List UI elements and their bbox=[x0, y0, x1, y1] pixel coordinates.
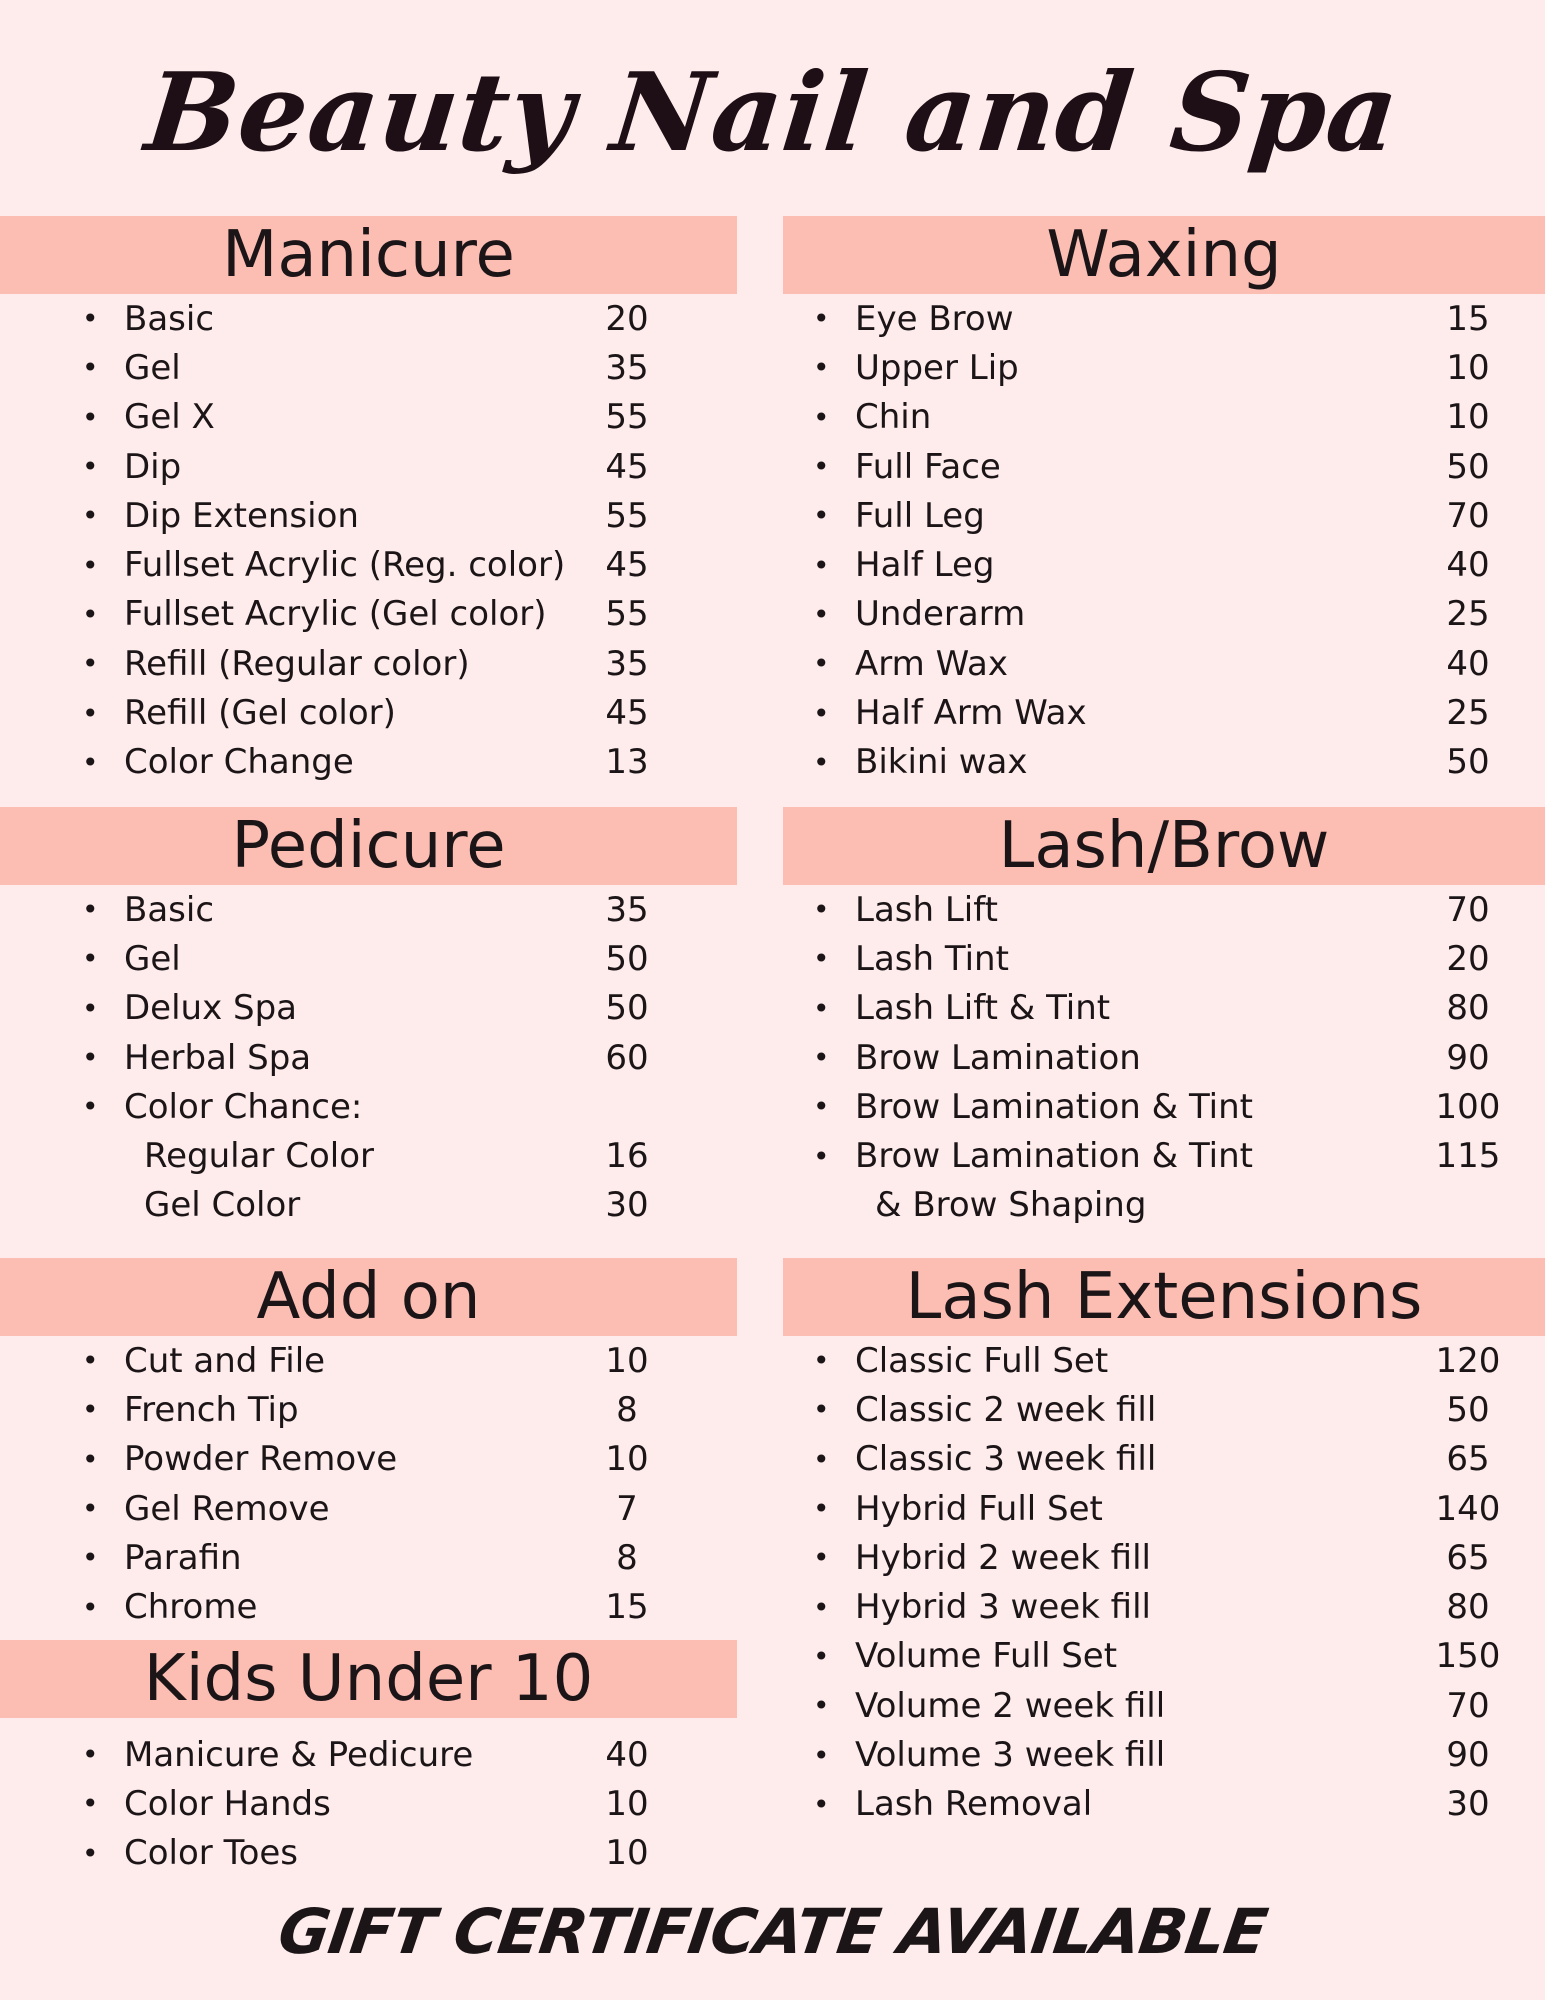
service-price: 35 bbox=[605, 347, 649, 388]
list-item bbox=[813, 984, 1503, 1033]
bullet-icon: • bbox=[813, 647, 830, 681]
bullet-icon: • bbox=[82, 302, 99, 336]
list-item bbox=[813, 639, 1503, 688]
service-name: Hybrid 3 week fill bbox=[855, 1587, 1151, 1628]
bullet-icon: • bbox=[82, 1787, 99, 1821]
manicure-heading: Manicure bbox=[0, 216, 737, 294]
page-title: Beauty Nail and Spa bbox=[140, 50, 1405, 176]
service-name: Fullset Acrylic (Reg. color) bbox=[124, 545, 566, 586]
bullet-icon: • bbox=[82, 696, 99, 730]
list-item bbox=[813, 885, 1503, 934]
service-name: Classic 2 week fill bbox=[855, 1389, 1157, 1430]
list-item bbox=[82, 1385, 662, 1434]
pedicure-heading: Pedicure bbox=[0, 807, 737, 885]
service-name: Eye Brow bbox=[855, 298, 1014, 339]
service-price: 80 bbox=[1446, 988, 1490, 1029]
service-name: Color Chance: bbox=[124, 1086, 363, 1127]
lash-extensions-list bbox=[813, 1336, 1503, 1829]
list-item bbox=[813, 1730, 1503, 1779]
bullet-icon: • bbox=[813, 1139, 830, 1173]
bullet-icon: • bbox=[813, 1590, 830, 1624]
service-name: Arm Wax bbox=[855, 643, 1008, 684]
service-price: 50 bbox=[605, 938, 649, 979]
bullet-icon: • bbox=[813, 1344, 830, 1378]
list-item bbox=[813, 590, 1503, 639]
bullet-icon: • bbox=[813, 942, 830, 976]
list-item bbox=[813, 688, 1503, 737]
service-name: Lash Lift bbox=[855, 889, 998, 930]
bullet-icon: • bbox=[813, 1492, 830, 1526]
list-item bbox=[813, 1385, 1503, 1434]
service-price: 45 bbox=[605, 446, 649, 487]
service-name: Volume Full Set bbox=[855, 1636, 1118, 1677]
service-price: 15 bbox=[1446, 298, 1490, 339]
service-name: Basic bbox=[124, 889, 215, 930]
service-name: Classic 3 week fill bbox=[855, 1439, 1157, 1480]
service-name: Chin bbox=[855, 397, 932, 438]
bullet-icon: • bbox=[813, 696, 830, 730]
lash-brow-heading: Lash/Brow bbox=[783, 807, 1545, 885]
service-name: Gel Color bbox=[144, 1185, 301, 1226]
service-price: 50 bbox=[1446, 446, 1490, 487]
list-item bbox=[82, 343, 662, 392]
service-name: Color Toes bbox=[124, 1833, 299, 1874]
bullet-icon: • bbox=[813, 450, 830, 484]
pedicure-list bbox=[82, 885, 662, 1230]
service-price: 150 bbox=[1435, 1636, 1501, 1677]
waxing-heading: Waxing bbox=[783, 216, 1545, 294]
bullet-icon: • bbox=[813, 991, 830, 1025]
bullet-icon: • bbox=[813, 1541, 830, 1575]
service-price: 100 bbox=[1435, 1086, 1501, 1127]
service-name: Lash Tint bbox=[855, 938, 1009, 979]
list-item bbox=[82, 540, 662, 589]
service-price: 40 bbox=[1446, 643, 1490, 684]
list-item bbox=[813, 393, 1503, 442]
service-price: 16 bbox=[605, 1136, 649, 1177]
add-on-section bbox=[0, 1258, 737, 1632]
service-price: 30 bbox=[605, 1185, 649, 1226]
list-item bbox=[813, 491, 1503, 540]
service-name: Brow Lamination & Tint bbox=[855, 1136, 1254, 1177]
bullet-icon: • bbox=[82, 1492, 99, 1526]
bullet-icon: • bbox=[82, 1836, 99, 1870]
bullet-icon: • bbox=[82, 1541, 99, 1575]
service-name: Refill (Regular color) bbox=[124, 643, 470, 684]
list-item bbox=[82, 1779, 662, 1828]
bullet-icon: • bbox=[813, 302, 830, 336]
list-item bbox=[813, 1780, 1503, 1829]
service-price: 50 bbox=[1446, 1389, 1490, 1430]
bullet-icon: • bbox=[82, 1041, 99, 1075]
list-item bbox=[813, 1435, 1503, 1484]
list-item bbox=[82, 1181, 662, 1230]
bullet-icon: • bbox=[82, 893, 99, 927]
service-name: Half Arm Wax bbox=[855, 693, 1087, 734]
list-item bbox=[813, 343, 1503, 392]
list-item bbox=[82, 1484, 662, 1533]
list-item bbox=[82, 1582, 662, 1631]
bullet-icon: • bbox=[813, 400, 830, 434]
bullet-icon: • bbox=[82, 1344, 99, 1378]
bullet-icon: • bbox=[82, 450, 99, 484]
bullet-icon: • bbox=[813, 893, 830, 927]
manicure-section bbox=[0, 216, 737, 787]
service-name: Gel Remove bbox=[124, 1488, 330, 1529]
list-item bbox=[82, 738, 662, 787]
service-name: Color Hands bbox=[124, 1783, 331, 1824]
list-item bbox=[82, 688, 662, 737]
list-item bbox=[813, 934, 1503, 983]
bullet-icon: • bbox=[82, 647, 99, 681]
service-name: Classic Full Set bbox=[855, 1340, 1109, 1381]
service-price: 70 bbox=[1446, 495, 1490, 536]
bullet-icon: • bbox=[82, 991, 99, 1025]
lash-brow-list bbox=[813, 885, 1503, 1230]
bullet-icon: • bbox=[82, 1590, 99, 1624]
service-name: Color Change bbox=[124, 742, 354, 783]
bullet-icon: • bbox=[82, 1090, 99, 1124]
service-name: Full Leg bbox=[855, 495, 985, 536]
service-price: 40 bbox=[1446, 545, 1490, 586]
list-item bbox=[813, 1131, 1503, 1180]
service-price: 45 bbox=[605, 545, 649, 586]
service-name: Hybrid 2 week fill bbox=[855, 1537, 1151, 1578]
service-price: 10 bbox=[605, 1833, 649, 1874]
bullet-icon: • bbox=[82, 942, 99, 976]
add-on-list bbox=[82, 1336, 662, 1632]
service-price: 80 bbox=[1446, 1587, 1490, 1628]
list-item bbox=[82, 1131, 662, 1180]
list-item bbox=[813, 1582, 1503, 1631]
list-item bbox=[813, 1082, 1503, 1131]
lash-extensions-section bbox=[783, 1258, 1545, 1829]
service-name: Refill (Gel color) bbox=[124, 693, 396, 734]
list-item bbox=[82, 294, 662, 343]
bullet-icon: • bbox=[813, 1639, 830, 1673]
service-name: Chrome bbox=[124, 1587, 258, 1628]
service-name: Bikini wax bbox=[855, 742, 1028, 783]
service-price: 70 bbox=[1446, 889, 1490, 930]
service-name: Dip bbox=[124, 446, 182, 487]
list-item bbox=[82, 1082, 662, 1131]
service-price: 8 bbox=[616, 1389, 638, 1430]
list-item bbox=[813, 1336, 1503, 1385]
lash-extensions-heading: Lash Extensions bbox=[783, 1258, 1545, 1336]
service-name: French Tip bbox=[124, 1389, 299, 1430]
service-price: 55 bbox=[605, 495, 649, 536]
service-name: Herbal Spa bbox=[124, 1037, 312, 1078]
service-name: Delux Spa bbox=[124, 988, 298, 1029]
service-price: 65 bbox=[1446, 1537, 1490, 1578]
bullet-icon: • bbox=[82, 548, 99, 582]
bullet-icon: • bbox=[82, 400, 99, 434]
service-price: 7 bbox=[616, 1488, 638, 1529]
service-name: Gel X bbox=[124, 397, 215, 438]
bullet-icon: • bbox=[813, 597, 830, 631]
service-price: 10 bbox=[1446, 397, 1490, 438]
service-name: Lash Lift & Tint bbox=[855, 988, 1111, 1029]
service-name: Parafin bbox=[124, 1537, 242, 1578]
service-price: 140 bbox=[1435, 1488, 1501, 1529]
bullet-icon: • bbox=[813, 351, 830, 385]
service-name: Brow Lamination bbox=[855, 1037, 1141, 1078]
service-price: 40 bbox=[605, 1734, 649, 1775]
list-item bbox=[82, 885, 662, 934]
kids-heading: Kids Under 10 bbox=[0, 1640, 737, 1718]
service-name: Underarm bbox=[855, 594, 1026, 635]
list-item bbox=[813, 1181, 1503, 1230]
service-name: Dip Extension bbox=[124, 495, 359, 536]
service-name: Fullset Acrylic (Gel color) bbox=[124, 594, 547, 635]
service-name: Lash Removal bbox=[855, 1784, 1093, 1825]
service-price: 70 bbox=[1446, 1685, 1490, 1726]
list-item bbox=[82, 1730, 662, 1779]
service-price: 8 bbox=[616, 1537, 638, 1578]
service-name: Gel bbox=[124, 347, 181, 388]
service-name: Gel bbox=[124, 938, 181, 979]
service-name: Half Leg bbox=[855, 545, 995, 586]
bullet-icon: • bbox=[813, 548, 830, 582]
service-price: 10 bbox=[605, 1783, 649, 1824]
service-name: Powder Remove bbox=[124, 1439, 398, 1480]
list-item bbox=[82, 1435, 662, 1484]
service-price: 30 bbox=[1446, 1784, 1490, 1825]
bullet-icon: • bbox=[813, 1041, 830, 1075]
service-price: 10 bbox=[1446, 347, 1490, 388]
service-name: Basic bbox=[124, 298, 215, 339]
list-item bbox=[82, 1533, 662, 1582]
list-item bbox=[82, 1336, 662, 1385]
service-price: 35 bbox=[605, 889, 649, 930]
kids-section bbox=[0, 1640, 737, 1878]
list-item bbox=[82, 442, 662, 491]
bullet-icon: • bbox=[813, 1787, 830, 1821]
service-price: 90 bbox=[1446, 1037, 1490, 1078]
list-item bbox=[813, 738, 1503, 787]
service-price: 20 bbox=[1446, 938, 1490, 979]
service-name: & Brow Shaping bbox=[875, 1185, 1147, 1226]
bullet-icon: • bbox=[813, 1689, 830, 1723]
service-name: Volume 3 week fill bbox=[855, 1735, 1166, 1776]
waxing-list bbox=[813, 294, 1503, 787]
service-name: Full Face bbox=[855, 446, 1001, 487]
service-price: 55 bbox=[605, 594, 649, 635]
list-item bbox=[82, 934, 662, 983]
service-price: 50 bbox=[605, 988, 649, 1029]
bullet-icon: • bbox=[813, 1738, 830, 1772]
list-item bbox=[813, 294, 1503, 343]
manicure-list bbox=[82, 294, 662, 787]
list-item bbox=[813, 540, 1503, 589]
service-name: Cut and File bbox=[124, 1340, 326, 1381]
bullet-icon: • bbox=[82, 499, 99, 533]
service-price: 60 bbox=[605, 1037, 649, 1078]
bullet-icon: • bbox=[82, 1738, 99, 1772]
bullet-icon: • bbox=[82, 597, 99, 631]
bullet-icon: • bbox=[813, 1090, 830, 1124]
list-item bbox=[813, 1033, 1503, 1082]
service-name: Regular Color bbox=[144, 1136, 374, 1177]
list-item bbox=[813, 442, 1503, 491]
list-item bbox=[82, 1829, 662, 1878]
service-name: Manicure & Pedicure bbox=[124, 1734, 474, 1775]
list-item bbox=[82, 393, 662, 442]
service-name: Upper Lip bbox=[855, 347, 1019, 388]
waxing-section bbox=[783, 216, 1545, 787]
list-item bbox=[82, 984, 662, 1033]
add-on-heading: Add on bbox=[0, 1258, 737, 1336]
kids-list bbox=[82, 1730, 662, 1878]
bullet-icon: • bbox=[82, 1442, 99, 1476]
list-item bbox=[813, 1484, 1503, 1533]
service-price: 115 bbox=[1435, 1136, 1501, 1177]
bullet-icon: • bbox=[813, 1442, 830, 1476]
service-price: 25 bbox=[1446, 594, 1490, 635]
service-price: 10 bbox=[605, 1439, 649, 1480]
pedicure-section bbox=[0, 807, 737, 1230]
service-name: Hybrid Full Set bbox=[855, 1488, 1103, 1529]
list-item bbox=[82, 590, 662, 639]
service-price: 10 bbox=[605, 1340, 649, 1381]
list-item bbox=[813, 1681, 1503, 1730]
list-item bbox=[813, 1533, 1503, 1582]
bullet-icon: • bbox=[82, 351, 99, 385]
service-price: 55 bbox=[605, 397, 649, 438]
service-price: 65 bbox=[1446, 1439, 1490, 1480]
service-price: 15 bbox=[605, 1587, 649, 1628]
lash-brow-section bbox=[783, 807, 1545, 1230]
list-item bbox=[82, 1033, 662, 1082]
bullet-icon: • bbox=[813, 499, 830, 533]
list-item bbox=[82, 491, 662, 540]
bullet-icon: • bbox=[813, 745, 830, 779]
service-price: 45 bbox=[605, 693, 649, 734]
bullet-icon: • bbox=[82, 1393, 99, 1427]
service-price: 20 bbox=[605, 298, 649, 339]
list-item bbox=[813, 1632, 1503, 1681]
service-price: 50 bbox=[1446, 742, 1490, 783]
service-name: Brow Lamination & Tint bbox=[855, 1086, 1254, 1127]
service-price: 120 bbox=[1435, 1340, 1501, 1381]
service-price: 25 bbox=[1446, 693, 1490, 734]
service-price: 90 bbox=[1446, 1735, 1490, 1776]
service-name: Volume 2 week fill bbox=[855, 1685, 1166, 1726]
list-item bbox=[82, 639, 662, 688]
service-price: 13 bbox=[605, 742, 649, 783]
gift-certificate-banner: GIFT CERTIFICATE AVAILABLE bbox=[273, 1895, 1272, 1968]
bullet-icon: • bbox=[813, 1393, 830, 1427]
bullet-icon: • bbox=[82, 745, 99, 779]
service-price: 35 bbox=[605, 643, 649, 684]
